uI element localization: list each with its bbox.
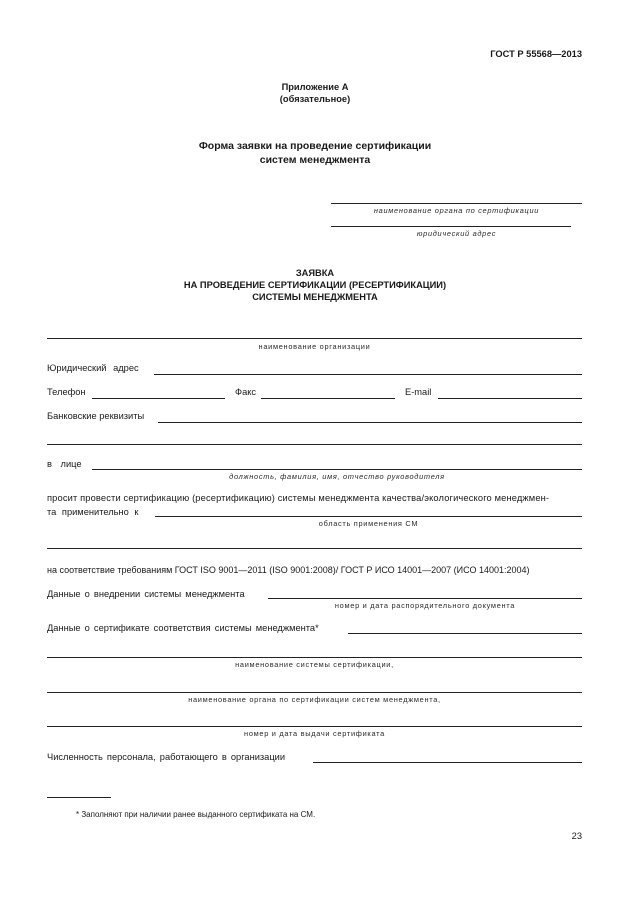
certification-body-caption: наименование органа по сертификации — [373, 206, 540, 215]
request-text-line1 — [47, 493, 582, 503]
fax-input-line[interactable] — [261, 398, 395, 399]
certificate-input-line[interactable] — [348, 633, 582, 634]
staff-count-label: Численность персонала, работающего в организации — [47, 752, 286, 762]
fax-label: Факс — [235, 387, 257, 397]
bank-details-label: Банковские реквизиты — [47, 411, 145, 421]
legal-address-input-line[interactable] — [154, 374, 582, 375]
scope-input-line[interactable] — [155, 516, 582, 517]
person-input-line[interactable] — [92, 469, 582, 470]
email-input-line[interactable] — [438, 398, 582, 399]
phone-label: Телефон — [47, 387, 86, 397]
certification-body-sm-caption: наименование органа по сертификации систем менеджмента, — [188, 695, 441, 704]
appendix-title: Приложение А — [281, 82, 349, 92]
legal-address-line[interactable] — [331, 226, 571, 227]
certification-body-line[interactable] — [331, 203, 582, 204]
bank-details-continuation-line[interactable] — [47, 444, 582, 445]
legal-address-label: Юридический адрес — [47, 363, 139, 373]
staff-count-input-line[interactable] — [313, 762, 582, 763]
request-text-line1-content: просит провести сертификацию (ресертификацию) системы менеджмента качества/экологического менеджмен- — [47, 493, 550, 503]
form-title-line1: Форма заявки на проведение сертификации — [198, 140, 432, 152]
request-text-line2: та применительно к — [47, 507, 139, 517]
implementation-label: Данные о внедрении системы менеджмента — [47, 589, 245, 599]
implementation-caption: номер и дата распорядительного документа — [334, 601, 516, 610]
organization-name-line[interactable] — [47, 338, 582, 339]
scope-caption: область применения СМ — [318, 519, 419, 528]
application-title-line2: НА ПРОВЕДЕНИЕ СЕРТИФИКАЦИИ (РЕСЕРТИФИКАЦИИ) — [183, 280, 447, 290]
footnote-text: * Заполняют при наличии ранее выданного сертификата на СМ. — [76, 810, 316, 819]
footnote-separator — [47, 797, 111, 798]
email-label: E-mail — [405, 387, 432, 397]
certificate-number-caption: номер и дата выдачи сертификата — [244, 729, 385, 738]
person-caption: должность, фамилия, имя, отчество руководителя — [229, 472, 445, 481]
standards-text: на соответствие требованиям ГОСТ ISO 9001—2011 (ISO 9001:2008)/ ГОСТ Р ИСО 14001—2007 (ИСО 14001:2004) — [47, 565, 530, 575]
form-title-line2: систем менеджмента — [259, 154, 371, 166]
person-label: в лице — [47, 459, 82, 469]
certificate-number-line[interactable] — [47, 726, 582, 727]
scope-continuation-line[interactable] — [47, 548, 582, 549]
legal-address-caption: юридический адрес — [416, 229, 497, 238]
certificate-label: Данные о сертификате соответствия системы менеджмента* — [47, 623, 319, 633]
bank-details-input-line[interactable] — [158, 422, 582, 423]
phone-input-line[interactable] — [92, 398, 225, 399]
page-number: 23 — [571, 831, 582, 841]
standard-code: ГОСТ Р 55568—2013 — [490, 49, 582, 59]
application-title-line1: ЗАЯВКА — [295, 268, 335, 278]
certification-system-caption: наименование системы сертификации, — [235, 660, 394, 669]
appendix-subtitle: (обязательное) — [279, 94, 351, 104]
certification-body-sm-line[interactable] — [47, 692, 582, 693]
application-title-line3: СИСТЕМЫ МЕНЕДЖМЕНТА — [252, 292, 378, 302]
implementation-input-line[interactable] — [268, 598, 582, 599]
organization-name-caption: наименование организации — [258, 342, 371, 351]
certification-system-line[interactable] — [47, 657, 582, 658]
